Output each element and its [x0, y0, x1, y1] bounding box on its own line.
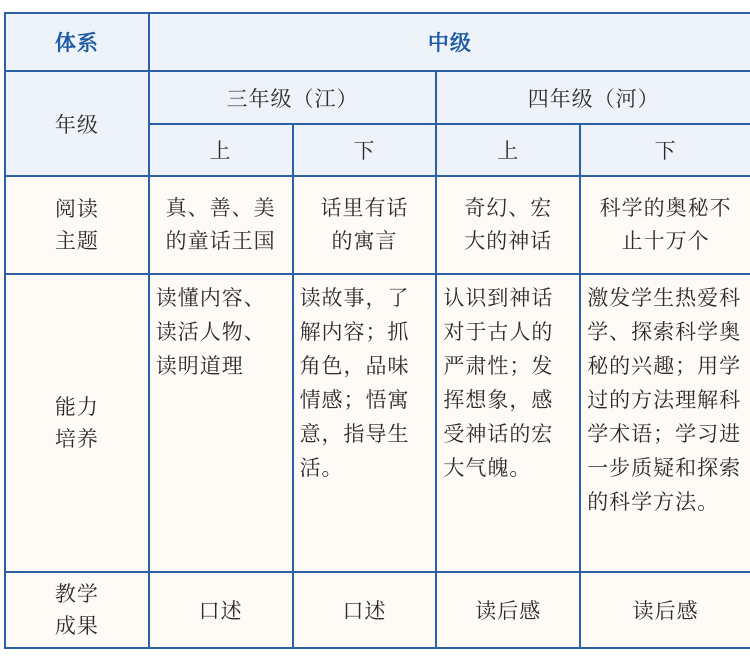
term-label: 下: [654, 139, 677, 163]
ability-label-line: 能力: [54, 395, 99, 419]
outcome-cell: [580, 572, 750, 648]
theme-line: 止十万个: [621, 229, 710, 253]
outcome-cell: [293, 572, 437, 648]
reading-theme-label-line: 主题: [54, 229, 99, 253]
grade-4-cell: [436, 71, 750, 124]
grade-label-cell: [5, 71, 149, 176]
theme-line: 大的神话: [464, 229, 553, 253]
reading-theme-cell: [436, 176, 580, 274]
term-cell-g3-lower: [293, 124, 437, 176]
level-label: 中级: [427, 31, 472, 55]
theme-line: 话里有话: [320, 196, 409, 220]
grade-4-name: 四年级（河）: [527, 86, 660, 111]
grade-label: 年级: [54, 112, 99, 137]
outcome-cell: [436, 572, 580, 648]
ability-cell: 认识到神话对于古人的严肃性；发挥想象，感受神话的宏大气魄。: [436, 274, 580, 572]
outcome-value: 口述: [198, 599, 243, 623]
theme-line: 科学的奥秘不: [599, 196, 732, 220]
outcome-label-cell: [5, 572, 149, 648]
theme-line: 的童话王国: [165, 229, 276, 253]
ability-cell: 激发学生热爱科学、探索科学奥秘的兴趣；用学过的方法理解科学术语；学习进一步质疑和探索的科学方法。: [580, 274, 750, 572]
ability-label-cell: [5, 274, 149, 572]
reading-theme-cell: [580, 176, 750, 274]
reading-theme-label-line: 阅读: [54, 197, 99, 221]
term-cell-g3-upper: [149, 124, 293, 176]
curriculum-table: [4, 12, 750, 649]
level-header-cell: [149, 13, 750, 71]
ability-cell: 读懂内容、读活人物、读明道理: [149, 274, 293, 572]
ability-label-line: 培养: [54, 427, 99, 451]
reading-theme-label-cell: [5, 176, 149, 274]
system-label: 体系: [54, 31, 99, 55]
ability-cell: 读故事，了解内容；抓角色，品味情感；悟寓意，指导生活。: [293, 274, 437, 572]
term-cell-g4-upper: [436, 124, 580, 176]
outcome-label-line: 成果: [54, 614, 99, 638]
theme-line: 的寓言: [331, 229, 398, 253]
term-label: 下: [353, 139, 376, 163]
grade-3-name: 三年级（江）: [226, 86, 359, 111]
term-cell-g4-lower: [580, 124, 750, 176]
theme-line: 奇幻、宏: [464, 196, 553, 220]
term-label: 上: [497, 139, 520, 163]
theme-line: 真、善、美: [165, 196, 276, 220]
term-label: 上: [209, 139, 232, 163]
grade-3-cell: [149, 71, 437, 124]
outcome-value: 读后感: [475, 599, 542, 623]
outcome-label-line: 教学: [54, 582, 99, 606]
outcome-value: 读后感: [632, 599, 699, 623]
outcome-value: 口述: [342, 599, 387, 623]
outcome-cell: [149, 572, 293, 648]
reading-theme-cell: [293, 176, 437, 274]
system-header-cell: [5, 13, 149, 71]
reading-theme-cell: [149, 176, 293, 274]
